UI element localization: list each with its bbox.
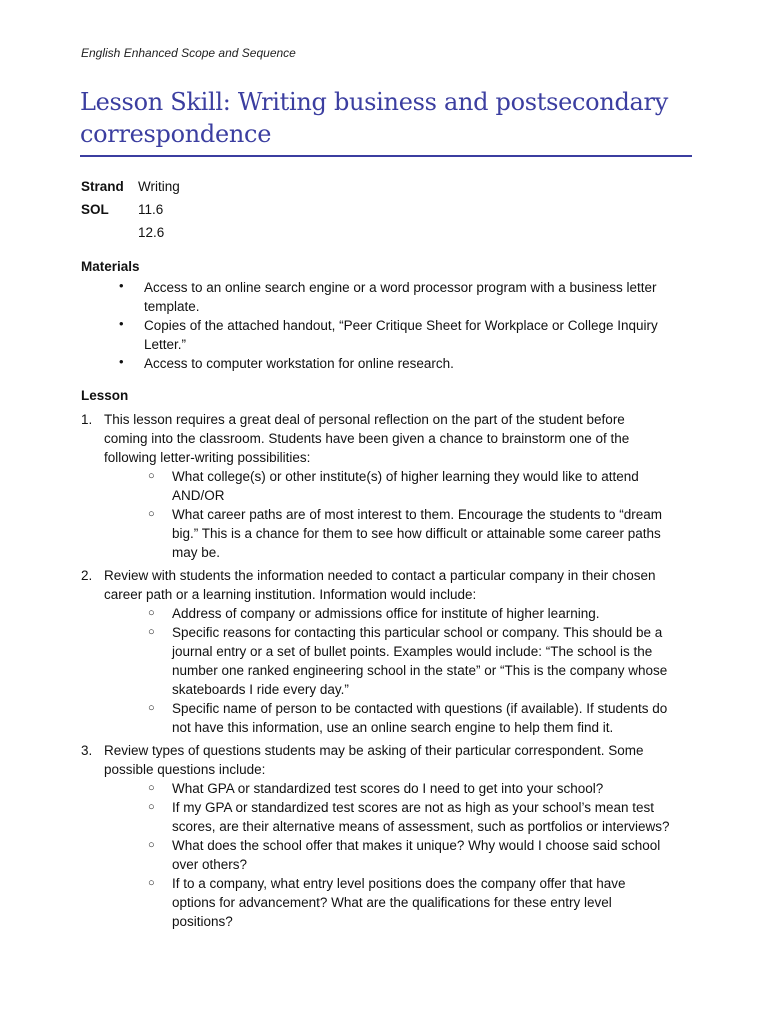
subitem-text: number one ranked engineering school in the state” or “This is the company whose bbox=[172, 663, 668, 678]
subitem-text: AND/OR bbox=[172, 488, 225, 503]
subitem-text: skateboards I ride every day.” bbox=[172, 682, 349, 697]
subitem-text: Specific name of person to be contacted with questions (if available). If students do bbox=[172, 701, 668, 716]
circle-bullet-icon: ○ bbox=[148, 839, 155, 851]
subitem-text: big.” This is a chance for them to see how difficult or attainable some career paths bbox=[172, 526, 661, 541]
circle-bullet-icon: ○ bbox=[148, 702, 155, 714]
subitem-text: If to a company, what entry level positions does the company offer that have bbox=[172, 876, 626, 891]
circle-bullet-icon: ○ bbox=[148, 782, 155, 794]
subitem-text: over others? bbox=[172, 857, 248, 872]
material-item-text: Letter.” bbox=[144, 337, 187, 352]
material-item-text: Copies of the attached handout, “Peer Critique Sheet for Workplace or College Inquiry bbox=[144, 318, 658, 333]
subitem-text: What does the school offer that makes it unique? Why would I choose said school bbox=[172, 838, 661, 853]
page-title bbox=[80, 86, 692, 150]
sol-label: SOL bbox=[81, 202, 109, 217]
bullet-icon: • bbox=[119, 278, 124, 293]
circle-bullet-icon: ○ bbox=[148, 607, 155, 619]
subitem-text: Address of company or admissions office for institute of higher learning. bbox=[172, 606, 600, 621]
subitem-text: may be. bbox=[172, 545, 221, 560]
material-item-text: Access to computer workstation for online research. bbox=[144, 356, 454, 371]
subitem-text: positions? bbox=[172, 914, 233, 929]
step-text: This lesson requires a great deal of personal reflection on the part of the student before bbox=[104, 412, 625, 427]
circle-bullet-icon: ○ bbox=[148, 877, 155, 889]
step-text: Review with students the information needed to contact a particular company in their chosen bbox=[104, 568, 656, 583]
bullet-icon: • bbox=[119, 354, 124, 369]
bullet-icon: • bbox=[119, 316, 124, 331]
materials-heading: Materials bbox=[81, 259, 140, 274]
subitem-text: journal entry or a set of bullet points. Examples would include: “The school is the bbox=[172, 644, 653, 659]
subitem-text: not have this information, use an online search engine to help them find it. bbox=[172, 720, 614, 735]
subitem-text: Specific reasons for contacting this particular school or company. This should be a bbox=[172, 625, 663, 640]
step-number: 1. bbox=[81, 412, 93, 427]
strand-value: Writing bbox=[138, 179, 180, 194]
step-text: possible questions include: bbox=[104, 762, 266, 777]
material-item-text: template. bbox=[144, 299, 200, 314]
subitem-text: If my GPA or standardized test scores are not as high as your school’s mean test bbox=[172, 800, 654, 815]
step-text: Review types of questions students may be asking of their particular correspondent. Some bbox=[104, 743, 644, 758]
step-text: following letter-writing possibilities: bbox=[104, 450, 311, 465]
subitem-text: What GPA or standardized test scores do I need to get into your school? bbox=[172, 781, 604, 796]
subitem-text: What college(s) or other institute(s) of higher learning they would like to attend bbox=[172, 469, 639, 484]
title-line-1: Lesson Skill: Writing business and postsecondary bbox=[80, 88, 668, 116]
step-number: 3. bbox=[81, 743, 93, 758]
circle-bullet-icon: ○ bbox=[148, 801, 155, 813]
sol-value: 11.6 bbox=[138, 202, 164, 217]
title-underline bbox=[80, 155, 692, 157]
subitem-text: What career paths are of most interest to them. Encourage the students to “dream bbox=[172, 507, 662, 522]
title-line-2: correspondence bbox=[80, 120, 272, 148]
circle-bullet-icon: ○ bbox=[148, 626, 155, 638]
material-item-text: Access to an online search engine or a word processor program with a business letter bbox=[144, 280, 657, 295]
circle-bullet-icon: ○ bbox=[148, 508, 155, 520]
subitem-text: options for advancement? What are the qualifications for these entry level bbox=[172, 895, 612, 910]
sol-value: 12.6 bbox=[138, 225, 165, 240]
circle-bullet-icon: ○ bbox=[148, 470, 155, 482]
strand-label: Strand bbox=[81, 179, 124, 194]
step-text: career path or a learning institution. Information would include: bbox=[104, 587, 477, 602]
subitem-text: scores, are their alternative means of assessment, such as portfolios or interviews? bbox=[172, 819, 670, 834]
step-number: 2. bbox=[81, 568, 93, 583]
running-header: English Enhanced Scope and Sequence bbox=[81, 46, 296, 60]
lesson-heading: Lesson bbox=[81, 388, 129, 403]
step-text: coming into the classroom. Students have been given a chance to brainstorm one of the bbox=[104, 431, 630, 446]
